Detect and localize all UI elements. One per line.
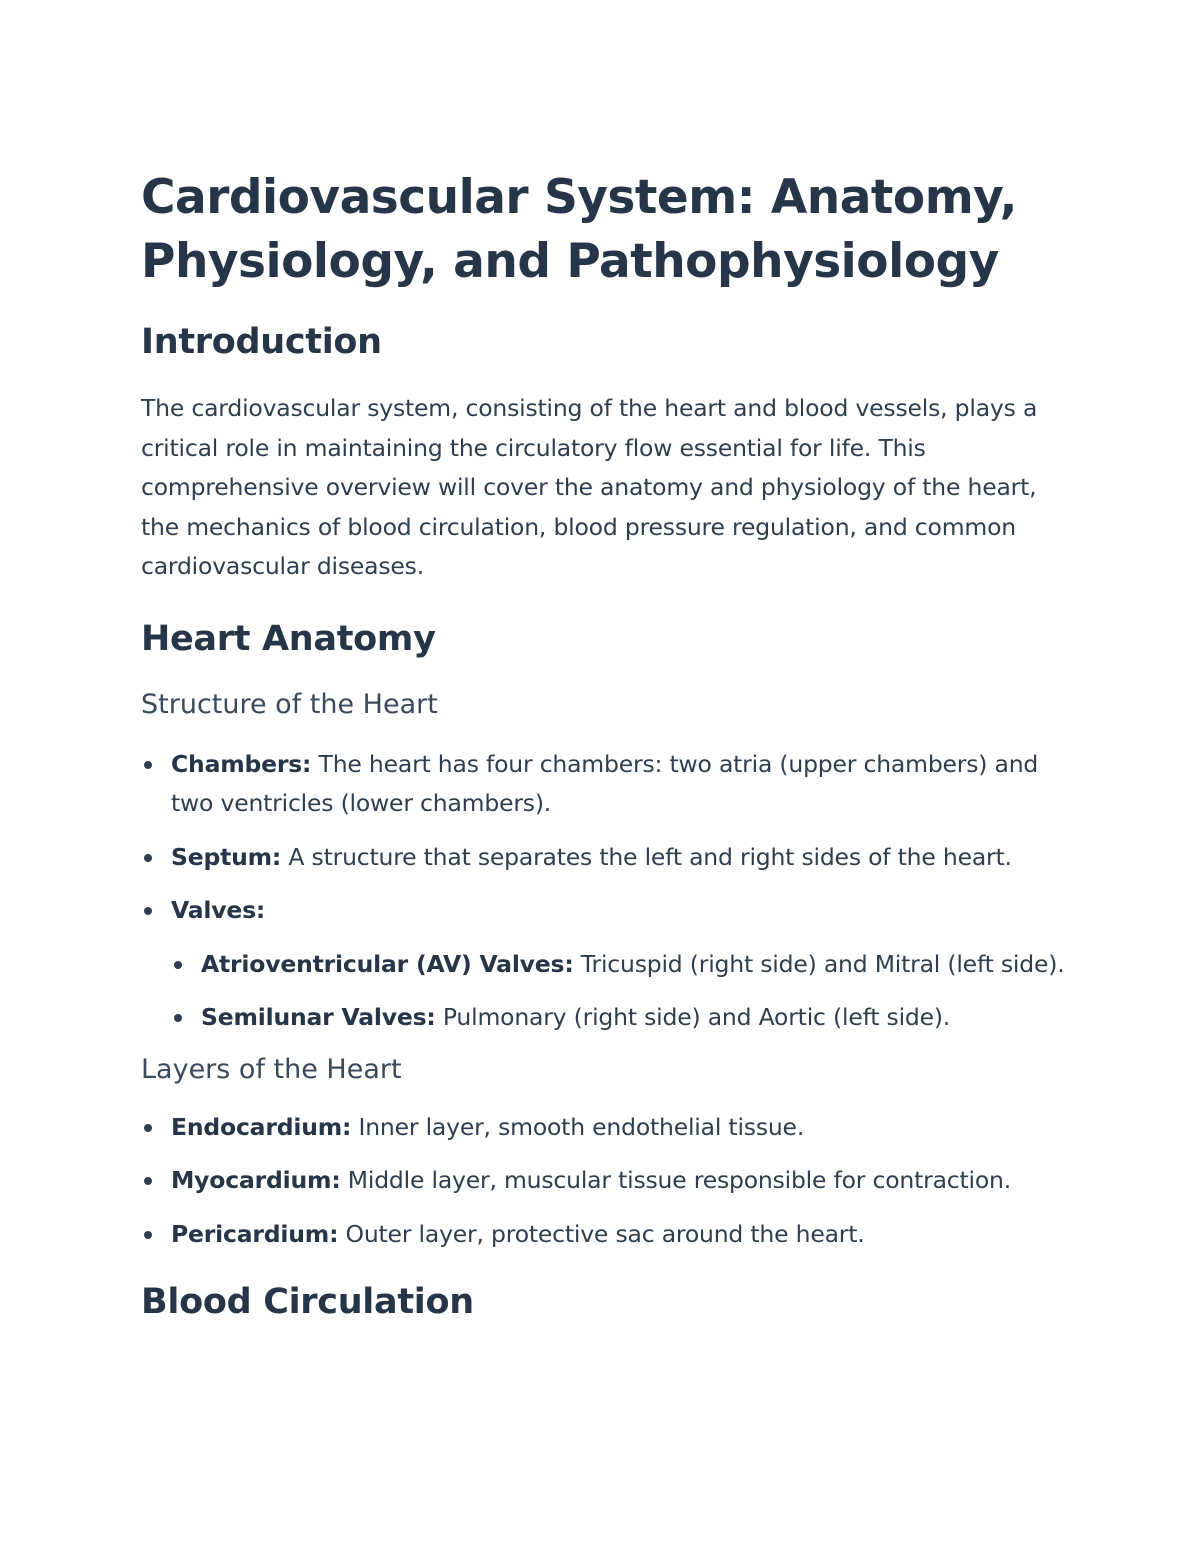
- item-term: Atrioventricular (AV) Valves:: [201, 949, 574, 978]
- list-item: [141, 838, 1071, 878]
- item-text: Inner layer, smooth endothelial tissue.: [351, 1112, 805, 1141]
- item-text: The heart has four chambers: two atria (upper chambers) and two ventricles (lower chambers).: [171, 749, 1039, 817]
- bullet-icon: [174, 1014, 182, 1022]
- bullet-icon: [144, 1231, 152, 1239]
- list-item: [141, 1161, 1071, 1201]
- list-item: [141, 891, 1071, 1038]
- item-text: Pulmonary (right side) and Aortic (left side).: [435, 1003, 951, 1031]
- layers-heading: Layers of the Heart: [141, 1053, 402, 1085]
- item-term: Valves:: [171, 896, 266, 924]
- bullet-icon: [144, 1124, 152, 1132]
- item-term: Myocardium:: [171, 1166, 341, 1194]
- list-item: [171, 945, 1071, 985]
- list-item: [141, 745, 1071, 824]
- bullet-icon: [174, 961, 182, 969]
- document-page: [141, 166, 1071, 1324]
- item-term: Septum:: [171, 842, 282, 871]
- bullet-icon: [144, 761, 152, 769]
- list-item: [171, 998, 1071, 1038]
- item-text: Outer layer, protective sac around the heart.: [338, 1219, 865, 1248]
- introduction-heading: Introduction: [141, 322, 382, 362]
- introduction-paragraph: The cardiovascular system, consisting of the heart and blood vessels, plays a critical role in maintaining the circulatory flow essential for life. This comprehensive overview will cover the anatomy and physiology of the heart, the mechanics of blood circulation, blood pressure regulation, and common cardiovascular diseases.: [141, 394, 1038, 580]
- item-term: Semilunar Valves:: [201, 1003, 436, 1031]
- item-text: Tricuspid (right side) and Mitral (left side).: [573, 949, 1065, 978]
- item-text: A structure that separates the left and right sides of the heart.: [281, 842, 1012, 871]
- item-term: Endocardium:: [171, 1112, 352, 1141]
- blood-circulation-heading: Blood Circulation: [141, 1282, 474, 1322]
- valves-sublist: [171, 945, 1071, 1038]
- list-item: [141, 1215, 1071, 1255]
- document-title: Cardiovascular System: Anatomy, Physiology, and Pathophysiology: [141, 170, 1018, 289]
- item-term: Pericardium:: [171, 1219, 339, 1248]
- structure-heading: Structure of the Heart: [141, 688, 438, 720]
- list-item: [141, 1108, 1071, 1148]
- item-text: Middle layer, muscular tissue responsible for contraction.: [340, 1166, 1011, 1194]
- bullet-icon: [144, 854, 152, 862]
- bullet-icon: [144, 1177, 152, 1185]
- structure-list: [141, 745, 1071, 1038]
- heart-anatomy-heading: Heart Anatomy: [141, 618, 436, 659]
- item-term: Chambers:: [171, 749, 312, 778]
- bullet-icon: [144, 907, 152, 915]
- layers-list: [141, 1108, 1071, 1255]
